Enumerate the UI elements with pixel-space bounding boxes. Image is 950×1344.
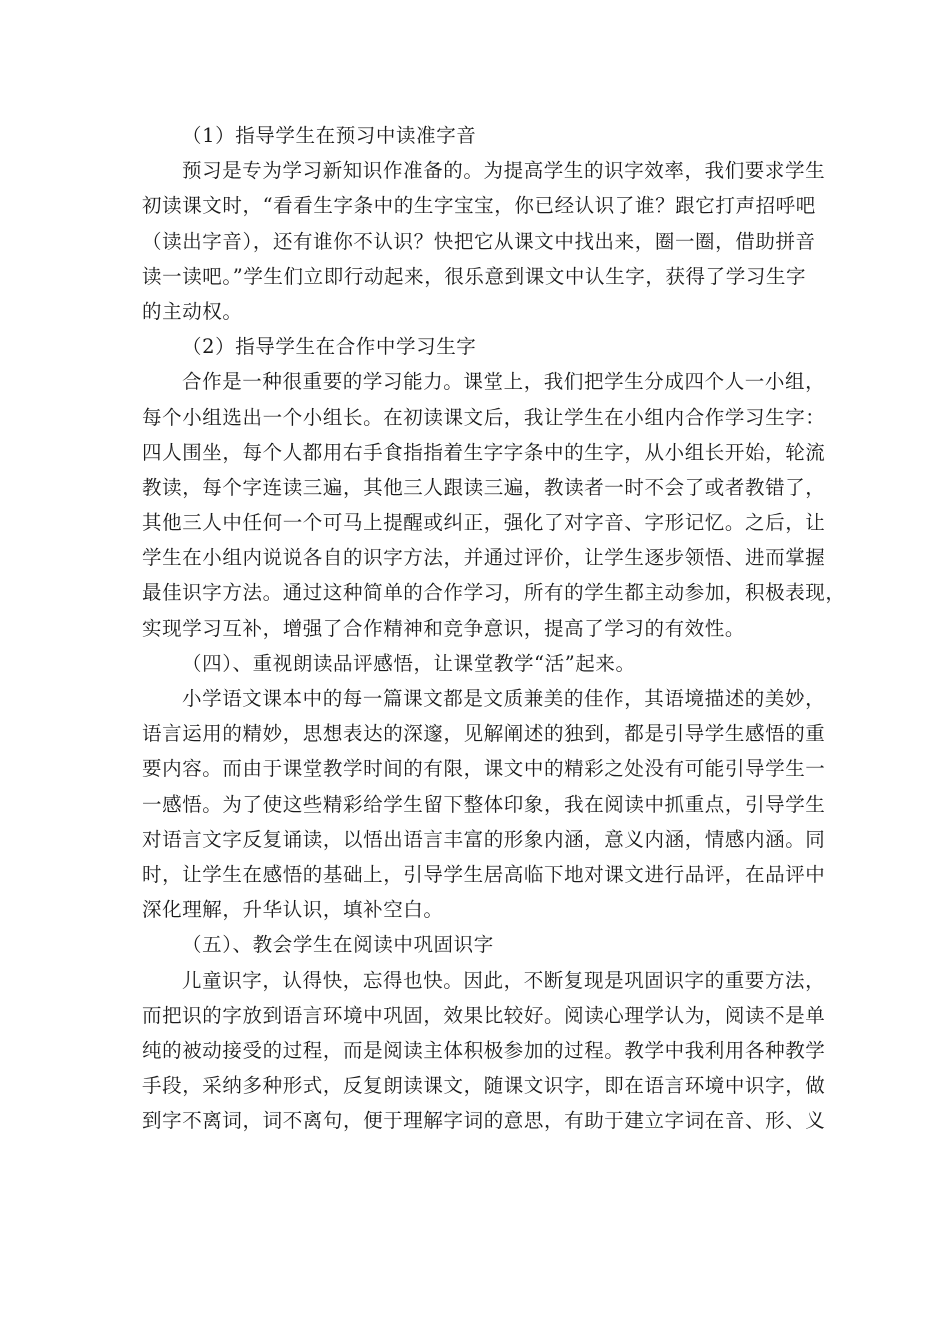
paragraph-line: 学生在小组内说说各自的识字方法，并通过评价，让学生逐步领悟、进而掌握	[142, 546, 826, 570]
paragraph-line: 对语言文字反复诵读，以悟出语言丰富的形象内涵，意义内涵，情感内涵。同	[142, 827, 826, 851]
paragraph-line: 小学语文课本中的每一篇课文都是文质兼美的佳作，其语境描述的美妙，	[182, 687, 826, 710]
paragraph-line: 时，让学生在感悟的基础上，引导学生居高临下地对课文进行品评，在品评中	[142, 862, 826, 886]
document-page	[142, 118, 846, 1138]
paragraph-line: 而把识的字放到语言环境中巩固，效果比较好。阅读心理学认为，阅读不是单	[142, 1003, 826, 1027]
paragraph-line: （读出字音），还有谁你不认识？快把它从课文中找出来，圈一圈，借助拼音	[142, 229, 816, 253]
paragraph-line: 手段，采纳多种形式，反复朗读课文，随课文识字，即在语言环境中识字，做	[142, 1074, 826, 1098]
paragraph-line: 要内容。而由于课堂教学时间的有限，课文中的精彩之处没有可能引导学生一	[142, 757, 826, 781]
paragraph-line: 其他三人中任何一个可马上提醒或纠正，强化了对字音、字形记忆。之后，让	[142, 511, 826, 535]
paragraph-line: 预习是专为学习新知识作准备的。为提高学生的识字效率，我们要求学生	[182, 159, 826, 183]
paragraph-line: 深化理解，升华认识，填补空白。	[142, 898, 444, 922]
section-heading: （2）指导学生在合作中学习生字	[182, 335, 477, 359]
paragraph-line: 的主动权。	[142, 299, 243, 323]
paragraph-line: 实现学习互补，增强了合作精神和竞争意识，提高了学习的有效性。	[142, 616, 746, 640]
paragraph-line: 四人围坐，每个人都用右手食指指着生字字条中的生字，从小组长开始，轮流	[142, 440, 826, 464]
paragraph-line: 最佳识字方法。通过这种简单的合作学习，所有的学生都主动参加，积极表现，	[142, 581, 846, 605]
paragraph-line: 每个小组选出一个小组长。在初读课文后，我让学生在小组内合作学习生字：	[142, 405, 826, 429]
paragraph-line: 纯的被动接受的过程，而是阅读主体积极参加的过程。教学中我利用各种教学	[142, 1038, 826, 1062]
paragraph-line: 读一读吧。”学生们立即行动起来，很乐意到课文中认生字，获得了学习生字	[142, 264, 807, 288]
paragraph-line: 初读课文时，“看看生字条中的生字宝宝，你已经认识了谁？跟它打声招呼吧	[142, 194, 816, 218]
section-heading: （五）、教会学生在阅读中巩固识字	[182, 933, 494, 957]
paragraph-line: 教读，每个字连读三遍，其他三人跟读三遍，教读者一时不会了或者教错了，	[142, 475, 826, 499]
section-heading: （四）、重视朗读品评感悟，让课堂教学“活”起来。	[182, 651, 636, 675]
paragraph-line: 语言运用的精妙，思想表达的深邃，见解阐述的独到，都是引导学生感悟的重	[142, 722, 826, 746]
section-heading: （1）指导学生在预习中读准字音	[182, 124, 477, 147]
paragraph-line: 合作是一种很重要的学习能力。课堂上，我们把学生分成四个人一小组，	[182, 370, 826, 394]
paragraph-line: 一感悟。为了使这些精彩给学生留下整体印象，我在阅读中抓重点，引导学生	[142, 792, 826, 816]
paragraph-line: 到字不离词，词不离句，便于理解字词的意思，有助于建立字词在音、形、义	[142, 1109, 826, 1133]
paragraph-line: 儿童识字，认得快，忘得也快。因此，不断复现是巩固识字的重要方法，	[182, 968, 826, 992]
